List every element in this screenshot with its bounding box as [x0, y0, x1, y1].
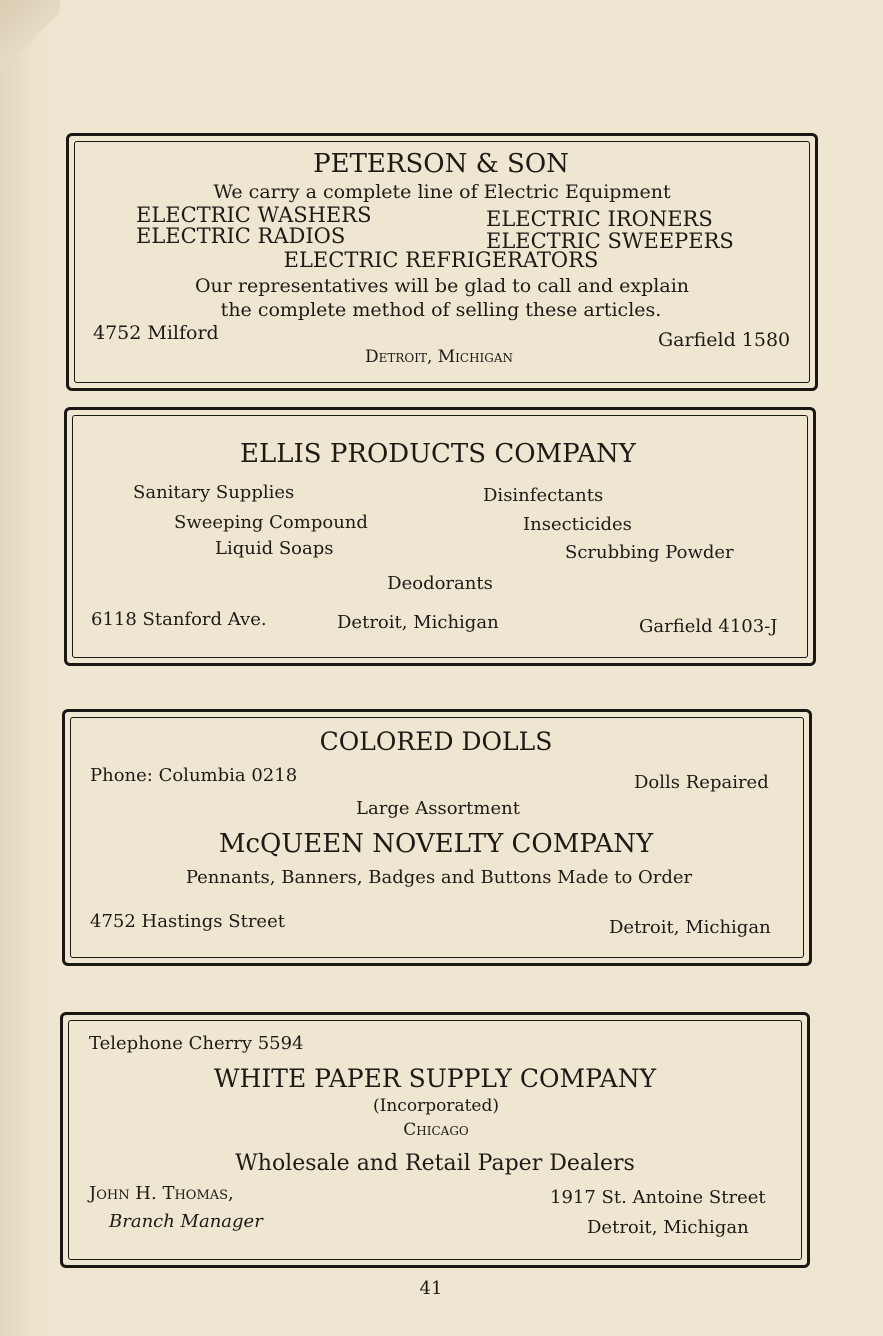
ad-address: 4752 Hastings Street — [90, 911, 285, 932]
ad-headline: COLORED DOLLS — [319, 727, 553, 756]
ad-assortment: Large Assortment — [356, 798, 520, 819]
ad-manager-name: John H. Thomas, — [89, 1183, 234, 1204]
ad-product: ELECTRIC SWEEPERS — [486, 229, 734, 253]
ad-product: Sweeping Compound — [174, 512, 368, 533]
ad-product: Sanitary Supplies — [133, 482, 295, 503]
ad-title: WHITE PAPER SUPPLY COMPANY — [213, 1064, 657, 1093]
ad-phone: Phone: Columbia 0218 — [90, 765, 298, 786]
ad-product: Deodorants — [387, 573, 493, 594]
ad-address: 1917 St. Antoine Street — [550, 1187, 766, 1208]
ad-address: 6118 Stanford Ave. — [91, 609, 267, 630]
ad-phone: Garfield 1580 — [658, 329, 791, 351]
ad-manager-title: Branch Manager — [109, 1211, 263, 1232]
page-edge-shadow — [0, 0, 52, 1336]
ad-address: 4752 Milford — [93, 322, 219, 344]
ad-product: ELECTRIC RADIOS — [136, 224, 346, 248]
ad-service: Dolls Repaired — [634, 772, 769, 793]
ad-product: ELECTRIC WASHERS — [136, 203, 372, 227]
ad-product: ELECTRIC IRONERS — [486, 207, 713, 231]
ad-product: ELECTRIC REFRIGERATORS — [283, 248, 599, 272]
ad-title: McQUEEN NOVELTY COMPANY — [218, 829, 654, 859]
ad-phone: Garfield 4103-J — [639, 616, 778, 637]
ad-product: Scrubbing Powder — [565, 542, 734, 563]
ad-city: Detroit, Michigan — [587, 1217, 749, 1238]
ad-city: Detroit, Michigan — [337, 612, 499, 633]
ad-note: Our representatives will be glad to call and explain — [194, 275, 690, 297]
ad-business: Wholesale and Retail Paper Dealers — [235, 1151, 635, 1176]
ad-product: Insecticides — [523, 514, 632, 535]
ad-product: Liquid Soaps — [215, 538, 334, 559]
ad-title: ELLIS PRODUCTS COMPANY — [240, 439, 636, 469]
ad-tagline: We carry a complete line of Electric Equipment — [213, 181, 671, 203]
ad-incorporated: (Incorporated) — [373, 1096, 499, 1116]
page-fold-corner — [0, 0, 60, 100]
ad-city: Detroit, Michigan — [364, 347, 514, 367]
ad-city: Detroit, Michigan — [609, 917, 771, 938]
ad-products: Pennants, Banners, Badges and Buttons Made to Order — [185, 867, 693, 888]
ad-phone: Telephone Cherry 5594 — [89, 1033, 304, 1054]
ad-hq: Chicago — [403, 1120, 469, 1140]
ad-product: Disinfectants — [483, 485, 604, 506]
page-number: 41 — [419, 1278, 443, 1299]
ad-note: the complete method of selling these articles. — [220, 299, 662, 321]
ad-title: PETERSON & SON — [313, 149, 569, 179]
